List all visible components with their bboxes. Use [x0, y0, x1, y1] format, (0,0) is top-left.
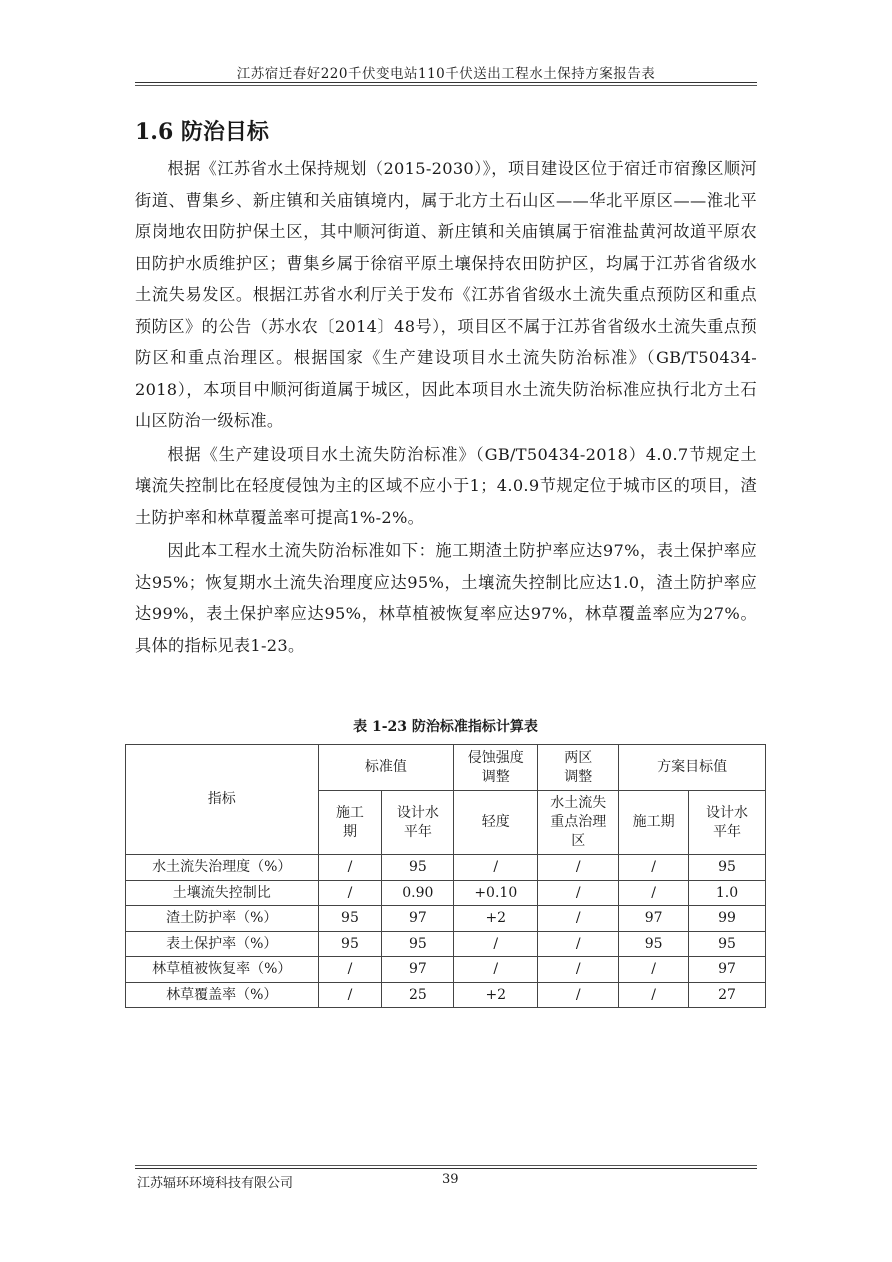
running-header: 江苏宿迁春好220千伏变电站110千伏送出工程水土保持方案报告表: [236, 66, 656, 82]
header-key-control-zone-text: 水土流失重点治理区: [550, 795, 607, 849]
table-cell: /: [619, 855, 689, 881]
table-cell: /: [538, 982, 619, 1008]
table-cell: +0.10: [454, 880, 538, 906]
table-cell: 95: [318, 931, 382, 957]
table-cell: 1.0: [689, 880, 766, 906]
row-label: 林草植被恢复率（%）: [126, 957, 319, 983]
header-rule: [135, 82, 757, 86]
table-cell: 95: [382, 931, 454, 957]
paragraph-1: 根据《江苏省水土保持规划（2015-2030）》，项目建设区位于宿迁市宿豫区顺河街道、曹集乡、新庄镇和关庙镇境内，属于北方土石山区——华北平原区——淮北平原岗地农田防护保土区，其中顺河街道、新庄镇和关庙镇属于宿淮盐黄河故道平原农田防护水质维护区；曹集乡属于徐宿平原土壤保持农田防护区，均属于江苏省省级水土流失易发区。根据江苏省水利厅关于发布《江苏省省级水土流失重点预防区和重点预防区》的公告（苏水农〔2014〕48号），项目区不属于江苏省省级水土流失重点预防区和重点治理区。根据国家《生产建设项目水土流失防治标准》（GB/T50434-2018），本项目中顺河街道属于城区，因此本项目水土流失防治标准应执行北方土石山区防治一级标准。: [135, 159, 757, 430]
table-cell: 97: [689, 957, 766, 983]
header-erosion-adjustment: [454, 745, 538, 791]
paragraph-2: 根据《生产建设项目水土流失防治标准》（GB/T50434-2018）4.0.7节规定土壤流失控制比在轻度侵蚀为主的区域不应小于1；4.0.9节规定位于城市区的项目，渣土防护率和林草覆盖率可提高1%-2%。: [135, 444, 757, 527]
standards-table: [125, 744, 766, 1008]
header-key-control-zone: [538, 791, 619, 855]
header-construction-period: [318, 791, 382, 855]
table-cell: 95: [619, 931, 689, 957]
footer-company: 江苏辐环环境科技有限公司: [137, 1176, 294, 1191]
table-row: [126, 931, 766, 957]
table-cell: 99: [689, 906, 766, 932]
row-label: 渣土防护率（%）: [126, 906, 319, 932]
header-target-design-year-text: 设计水平年: [706, 804, 748, 840]
table-cell: 95: [318, 906, 382, 932]
table-cell: /: [619, 957, 689, 983]
table-cell: /: [538, 957, 619, 983]
header-standard-value: 标准值: [318, 745, 454, 791]
table-cell: 25: [382, 982, 454, 1008]
header-design-year: [382, 791, 454, 855]
table-row: [126, 855, 766, 881]
table-cell: 95: [382, 855, 454, 881]
table-cell: /: [538, 855, 619, 881]
table-cell: /: [538, 906, 619, 932]
table-cell: 97: [382, 957, 454, 983]
table-cell: 97: [382, 906, 454, 932]
table-cell: /: [454, 855, 538, 881]
row-label: 表土保护率（%）: [126, 931, 319, 957]
section-title: 1.6 防治目标: [135, 119, 269, 145]
table-cell: /: [318, 855, 382, 881]
table-cell: 95: [689, 931, 766, 957]
table-cell: /: [318, 982, 382, 1008]
table-cell: +2: [454, 906, 538, 932]
page-number: 39: [442, 1172, 459, 1187]
header-design-year-text: 设计水平年: [396, 804, 439, 840]
row-label: 土壤流失控制比: [126, 880, 319, 906]
table-cell: /: [454, 931, 538, 957]
header-indicator: 指标: [126, 745, 319, 855]
header-mild: 轻度: [454, 791, 538, 855]
table-cell: /: [318, 957, 382, 983]
header-target-design-year: [689, 791, 766, 855]
table-caption: 表 1-23 防治标准指标计算表: [353, 719, 538, 735]
header-two-zone-adjustment-text: 两区调整: [564, 749, 593, 785]
table-cell: 27: [689, 982, 766, 1008]
paragraph-3: 因此本工程水土流失防治标准如下：施工期渣土防护率应达97%，表土保护率应达95%；恢复期水土流失治理度应达95%，土壤流失控制比应达1.0，渣土防护率应达99%，表土保护率应达95%，林草植被恢复率应达97%，林草覆盖率应为27%。具体的指标见表1-23。: [135, 541, 757, 655]
header-construction-period-text: 施工期: [335, 804, 364, 840]
table-cell: /: [538, 880, 619, 906]
header-two-zone-adjustment: [538, 745, 619, 791]
row-label: 林草覆盖率（%）: [126, 982, 319, 1008]
header-target-construction: 施工期: [619, 791, 689, 855]
table-row: [126, 906, 766, 932]
table-cell: 95: [689, 855, 766, 881]
table-cell: /: [538, 931, 619, 957]
row-label: 水土流失治理度（%）: [126, 855, 319, 881]
header-target-value: 方案目标值: [619, 745, 766, 791]
table-cell: +2: [454, 982, 538, 1008]
table-row: [126, 982, 766, 1008]
table-cell: /: [318, 880, 382, 906]
table-row: [126, 880, 766, 906]
table-cell: /: [619, 880, 689, 906]
table-row: [126, 957, 766, 983]
body-text: [135, 153, 757, 663]
table-cell: 0.90: [382, 880, 454, 906]
footer-rule: [135, 1165, 757, 1169]
header-erosion-adjustment-text: 侵蚀强度调整: [467, 749, 524, 785]
table-cell: /: [454, 957, 538, 983]
table-cell: /: [619, 982, 689, 1008]
table-cell: 97: [619, 906, 689, 932]
